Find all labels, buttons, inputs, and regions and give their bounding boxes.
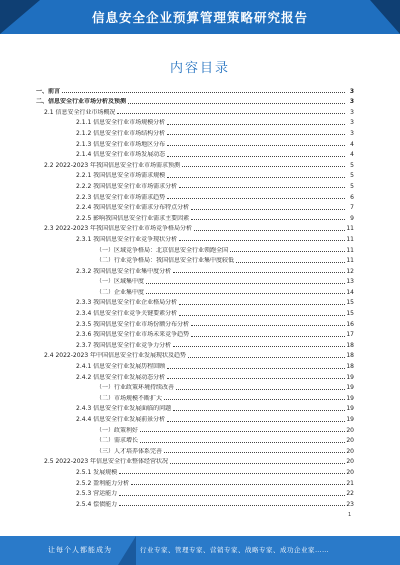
toc-leader-dots bbox=[230, 251, 345, 252]
toc-entry-title: （一）区域集中度 bbox=[96, 278, 145, 286]
toc-entry-page: 15 bbox=[346, 299, 354, 307]
toc-entry[interactable] bbox=[36, 455, 354, 466]
toc-entry-title: （一）行业政策环境持续改善 bbox=[96, 384, 175, 392]
toc-leader-dots bbox=[119, 495, 345, 496]
toc-entry[interactable] bbox=[36, 391, 354, 402]
toc-entry-title: 2.3.7 我国信息安全行业竞争力分析 bbox=[76, 341, 172, 349]
table-of-contents bbox=[36, 84, 354, 508]
toc-entry[interactable] bbox=[36, 476, 354, 487]
toc-leader-dots bbox=[191, 219, 345, 220]
toc-entry[interactable] bbox=[36, 434, 354, 445]
toc-entry[interactable] bbox=[36, 211, 354, 222]
toc-entry[interactable] bbox=[36, 359, 354, 370]
toc-entry-title: （一）区域竞争格局：北京信息安全行业领跑全国 bbox=[96, 246, 229, 254]
toc-entry[interactable] bbox=[36, 412, 354, 423]
toc-leader-dots bbox=[146, 293, 345, 294]
toc-entry-page: 19 bbox=[346, 394, 354, 402]
toc-entry-title: （二）需求增长 bbox=[96, 437, 139, 445]
toc-leader-dots bbox=[173, 272, 345, 273]
toc-entry[interactable] bbox=[36, 370, 354, 381]
footer-tagline: 行业专家、管理专家、营销专家、战略专家、成功企业家…… bbox=[140, 546, 329, 554]
toc-entry-title: 2.2 2022-2023 年我国信息安全行业市场需求预测 bbox=[44, 161, 181, 169]
footer-divider bbox=[118, 536, 136, 565]
toc-entry-title: 2.2.1 我国信息安全市场需求规模 bbox=[76, 172, 166, 180]
toc-entry-page: 19 bbox=[346, 405, 354, 413]
toc-entry-page: 19 bbox=[346, 416, 354, 423]
toc-leader-dots bbox=[179, 240, 345, 241]
toc-entry-title: 2.4 2022-2023 年中国信息安全行业发展现状及趋势 bbox=[44, 352, 187, 360]
toc-entry-page: 9 bbox=[350, 214, 354, 222]
toc-entry-page: 3 bbox=[350, 119, 354, 127]
toc-entry[interactable] bbox=[36, 148, 354, 159]
toc-entry-title: 2.2.5 影响我国信息安全行业需求主要因素 bbox=[76, 214, 190, 222]
toc-entry-title: （一）政策利好 bbox=[96, 426, 139, 434]
toc-entry-page: 3 bbox=[349, 87, 354, 95]
toc-entry-title: 2.3.5 我国信息安全行业市场份额分布分析 bbox=[76, 320, 190, 328]
toc-entry-page: 22 bbox=[346, 490, 354, 498]
toc-entry-title: （二）企业集中度 bbox=[96, 288, 145, 296]
toc-leader-dots bbox=[140, 431, 345, 432]
toc-entry-page: 21 bbox=[346, 479, 354, 487]
toc-entry[interactable] bbox=[36, 222, 354, 233]
toc-entry-page: 18 bbox=[346, 341, 354, 349]
toc-leader-dots bbox=[167, 368, 345, 369]
toc-entry-page: 7 bbox=[350, 204, 354, 212]
toc-entry[interactable] bbox=[36, 243, 354, 254]
toc-leader-dots bbox=[62, 92, 345, 93]
toc-entry[interactable] bbox=[36, 105, 354, 116]
toc-entry-title: 2.5.1 发展规模 bbox=[76, 468, 118, 476]
toc-entry[interactable] bbox=[36, 179, 354, 190]
toc-entry-page: 20 bbox=[346, 458, 354, 466]
toc-entry-title: 2.2.4 我国信息安全行业需求分布特点分析 bbox=[76, 204, 190, 212]
toc-entry[interactable] bbox=[36, 497, 354, 508]
toc-leader-dots bbox=[191, 325, 345, 326]
toc-leader-dots bbox=[167, 156, 345, 157]
toc-entry-page: 20 bbox=[346, 426, 354, 434]
toc-leader-dots bbox=[182, 166, 345, 167]
toc-entry[interactable] bbox=[36, 232, 354, 243]
toc-entry-page: 4 bbox=[350, 151, 354, 159]
toc-entry-page: 20 bbox=[346, 437, 354, 445]
page-number: 1 bbox=[348, 512, 352, 518]
toc-leader-dots bbox=[117, 113, 345, 114]
toc-entry-page: 19 bbox=[346, 384, 354, 392]
toc-entry-title: （二）行业竞争格局：我国信息安全行业集中度较低 bbox=[96, 257, 235, 265]
toc-entry-page: 18 bbox=[346, 363, 354, 371]
toc-leader-dots bbox=[167, 421, 345, 422]
toc-leader-dots bbox=[167, 177, 345, 178]
toc-entry[interactable] bbox=[36, 423, 354, 434]
toc-entry[interactable] bbox=[36, 285, 354, 296]
toc-entry[interactable] bbox=[36, 306, 354, 317]
toc-entry[interactable] bbox=[36, 465, 354, 476]
toc-entry-title: 2.5.3 营运能力 bbox=[76, 490, 118, 498]
toc-entry[interactable] bbox=[36, 338, 354, 349]
toc-entry-page: 5 bbox=[350, 172, 354, 180]
toc-entry[interactable] bbox=[36, 444, 354, 455]
toc-entry-title: 2.5 2022-2023 年信息安全行业整体经营状况 bbox=[44, 458, 169, 466]
toc-entry[interactable] bbox=[36, 190, 354, 201]
toc-entry-page: 4 bbox=[350, 140, 354, 148]
report-title: 信息安全企业预算管理策略研究报告 bbox=[91, 10, 308, 25]
toc-entry-title: 2.1.3 信息安全行业市场地区分布 bbox=[76, 140, 166, 148]
toc-leader-dots bbox=[167, 124, 345, 125]
toc-leader-dots bbox=[167, 145, 345, 146]
toc-entry[interactable] bbox=[36, 137, 354, 148]
toc-entry[interactable] bbox=[36, 95, 354, 106]
toc-entry[interactable] bbox=[36, 264, 354, 275]
toc-entry-page: 5 bbox=[350, 161, 354, 169]
toc-leader-dots bbox=[194, 230, 345, 231]
footer-slogan: 让每个人都能成为 bbox=[48, 546, 112, 554]
toc-entry-title: 一、前言 bbox=[36, 87, 61, 95]
toc-leader-dots bbox=[119, 473, 345, 474]
toc-entry-page: 13 bbox=[346, 278, 354, 286]
toc-entry[interactable] bbox=[36, 487, 354, 498]
toc-leader-dots bbox=[191, 336, 345, 337]
toc-entry-title: （三）人才培养体系完善 bbox=[96, 447, 163, 455]
toc-leader-dots bbox=[164, 399, 345, 400]
toc-entry[interactable] bbox=[36, 254, 354, 265]
toc-entry-title: （二）市场规模不断扩大 bbox=[96, 394, 163, 402]
toc-entry[interactable] bbox=[36, 381, 354, 392]
toc-entry-page: 23 bbox=[346, 500, 354, 508]
toc-leader-dots bbox=[170, 463, 345, 464]
toc-heading: 内容目录 bbox=[169, 61, 230, 76]
toc-entry-title: 2.4.3 信息安全行业发展面临的问题 bbox=[76, 405, 172, 413]
toc-entry-title: 2.2.3 信息安全行业市场需求趋势 bbox=[76, 193, 166, 201]
toc-leader-dots bbox=[188, 357, 345, 358]
toc-leader-dots bbox=[140, 442, 345, 443]
toc-entry-title: 2.1 信息安全行业市场概况 bbox=[44, 108, 116, 116]
toc-entry-page: 11 bbox=[346, 257, 354, 265]
toc-entry-page: 3 bbox=[350, 129, 354, 137]
toc-leader-dots bbox=[176, 389, 345, 390]
toc-entry-title: 2.4.1 信息安全行业发展历程回顾 bbox=[76, 363, 166, 371]
toc-leader-dots bbox=[167, 378, 345, 379]
toc-entry-title: 2.3.6 我国信息安全行业市场未来竞争趋势 bbox=[76, 331, 190, 339]
toc-leader-dots bbox=[164, 452, 345, 453]
toc-entry-title: 2.4.4 信息安全行业发展前景分析 bbox=[76, 416, 166, 423]
toc-entry-page: 17 bbox=[346, 331, 354, 339]
toc-leader-dots bbox=[179, 315, 345, 316]
toc-entry-title: 2.3 2022-2023 年我国信息安全行业市场竞争格局分析 bbox=[44, 225, 193, 233]
toc-entry-page: 5 bbox=[350, 182, 354, 190]
toc-entry[interactable] bbox=[36, 169, 354, 180]
toc-leader-dots bbox=[167, 134, 345, 135]
toc-entry-page: 14 bbox=[346, 288, 354, 296]
toc-entry-title: 2.1.1 信息安全行业市场规模分析 bbox=[76, 119, 166, 127]
toc-entry-page: 3 bbox=[350, 108, 354, 116]
toc-entry[interactable] bbox=[36, 349, 354, 360]
toc-entry-page: 11 bbox=[346, 235, 354, 243]
toc-entry[interactable] bbox=[36, 296, 354, 307]
toc-entry-title: 2.3.4 信息安全行业竞争关键要素分析 bbox=[76, 310, 178, 318]
toc-leader-dots bbox=[146, 283, 345, 284]
toc-leader-dots bbox=[191, 209, 345, 210]
toc-entry-page: 16 bbox=[346, 320, 354, 328]
toc-entry-title: 2.3.1 我国信息安全行业竞争现状分析 bbox=[76, 235, 178, 243]
toc-entry[interactable] bbox=[36, 201, 354, 212]
toc-entry-title: 2.2.2 我国信息安全行业市场需求分析 bbox=[76, 182, 178, 190]
toc-entry[interactable] bbox=[36, 126, 354, 137]
toc-entry[interactable] bbox=[36, 84, 354, 95]
toc-entry-title: 2.4.2 信息安全行业发展动态分析 bbox=[76, 373, 166, 381]
toc-entry-title: 2.5.4 偿债能力 bbox=[76, 500, 118, 508]
toc-entry-page: 20 bbox=[346, 447, 354, 455]
toc-leader-dots bbox=[119, 505, 345, 506]
toc-entry-title: 二、信息安全行业市场分析及预测 bbox=[36, 98, 127, 106]
toc-entry[interactable] bbox=[36, 275, 354, 286]
toc-leader-dots bbox=[128, 103, 345, 104]
toc-entry-page: 11 bbox=[346, 225, 354, 233]
toc-entry-page: 3 bbox=[349, 98, 354, 106]
toc-leader-dots bbox=[173, 346, 345, 347]
toc-leader-dots bbox=[179, 187, 345, 188]
toc-leader-dots bbox=[236, 262, 345, 263]
toc-entry-title: 2.3.2 我国信息安全行业集中度分析 bbox=[76, 267, 172, 275]
toc-entry[interactable] bbox=[36, 158, 354, 169]
toc-entry-page: 11 bbox=[346, 246, 354, 254]
toc-leader-dots bbox=[173, 410, 345, 411]
toc-entry-page: 20 bbox=[346, 468, 354, 476]
toc-entry[interactable] bbox=[36, 328, 354, 339]
toc-entry-page: 12 bbox=[346, 267, 354, 275]
toc-entry-title: 2.1.4 信息安全行业市场发展动态 bbox=[76, 151, 166, 159]
toc-leader-dots bbox=[167, 198, 345, 199]
toc-leader-dots bbox=[179, 304, 345, 305]
toc-entry[interactable] bbox=[36, 402, 354, 413]
toc-entry-page: 6 bbox=[350, 193, 354, 201]
toc-entry-page: 18 bbox=[346, 352, 354, 360]
toc-entry[interactable] bbox=[36, 116, 354, 127]
toc-entry-page: 15 bbox=[346, 310, 354, 318]
toc-entry[interactable] bbox=[36, 317, 354, 328]
toc-entry-page: 19 bbox=[346, 373, 354, 381]
toc-leader-dots bbox=[131, 484, 345, 485]
toc-entry-title: 2.1.2 信息安全行业市场结构分析 bbox=[76, 129, 166, 137]
toc-entry-title: 2.5.2 盈利能力分析 bbox=[76, 479, 130, 487]
toc-entry-title: 2.3.3 我国信息安全行业企业格局分析 bbox=[76, 299, 178, 307]
